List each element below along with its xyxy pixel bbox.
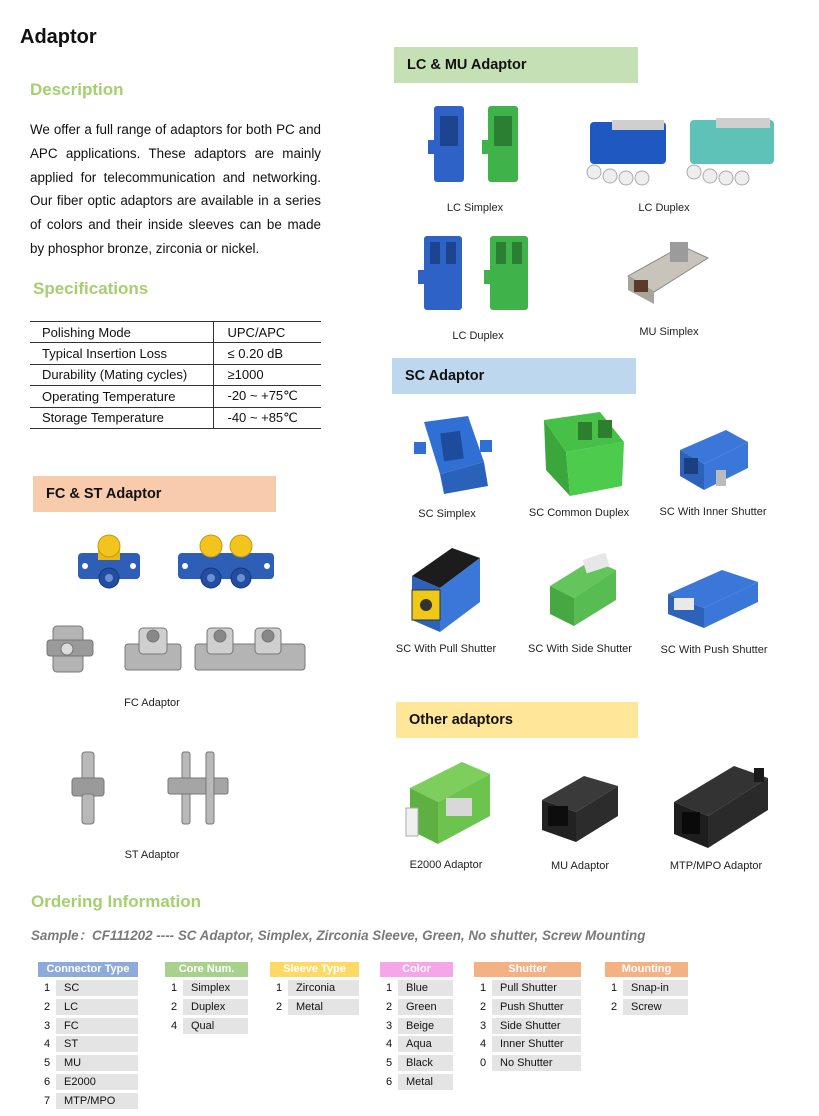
- ordering-option-code: 4: [474, 1036, 492, 1052]
- caption-sc-simplex: SC Simplex: [418, 508, 476, 520]
- fc-adaptor-metal-image: [45, 622, 315, 682]
- caption-e2000-adaptor: E2000 Adaptor: [409, 859, 483, 871]
- ordering-option-label: Metal: [406, 1075, 433, 1088]
- e2000-adaptor-image: [400, 758, 496, 850]
- ordering-option: [474, 1036, 581, 1052]
- ordering-option-label: Simplex: [191, 982, 231, 994]
- description-heading: Description: [30, 80, 124, 99]
- caption-mu-adaptor: MU Adaptor: [550, 860, 610, 872]
- ordering-option-code: 2: [38, 999, 56, 1015]
- ordering-option-code: 1: [605, 980, 623, 996]
- ordering-option-code: 3: [474, 1018, 492, 1034]
- spec-name: Durability (Mating cycles): [30, 364, 213, 385]
- ordering-option-code: 0: [474, 1055, 492, 1071]
- spec-name: Storage Temperature: [30, 407, 213, 428]
- ordering-option-code: 2: [474, 999, 492, 1015]
- spec-row: [30, 407, 321, 428]
- ordering-option-label: No Shutter: [500, 1057, 553, 1070]
- st-adaptor-image: [68, 750, 248, 832]
- ordering-group: [380, 962, 453, 1093]
- ordering-option-label: FC: [64, 1019, 79, 1032]
- lc-mu-banner: LC & MU Adaptor: [394, 47, 638, 83]
- ordering-option: [165, 1018, 248, 1034]
- ordering-option: [605, 980, 688, 996]
- mu-simplex-image: [622, 236, 712, 306]
- ordering-option-code: 2: [380, 999, 398, 1015]
- sc-side-shutter-image: [544, 554, 624, 630]
- ordering-option: [38, 1036, 138, 1052]
- ordering-group-title: Mounting: [605, 962, 688, 977]
- ordering-option: [605, 999, 688, 1015]
- ordering-option-label: Blue: [406, 982, 429, 994]
- ordering-option-code: 4: [165, 1018, 183, 1034]
- ordering-option-code: 6: [38, 1074, 56, 1090]
- caption-mtp-mpo-adaptor: MTP/MPO Adaptor: [669, 860, 763, 872]
- ordering-option-label: Aqua: [406, 1038, 432, 1051]
- ordering-option-label: SC: [64, 982, 80, 994]
- description-text: We offer a full range of adaptors for both PC and APC applications. These adaptors are mainly applied for telecommunication and networking. Our fiber optic adaptors are available in a series of colors and their inside sleeves can be made by phosphor bronze, zirconia or nickel.: [30, 122, 321, 256]
- spec-name: Operating Temperature: [30, 386, 213, 407]
- ordering-option-label: Snap-in: [631, 982, 669, 994]
- ordering-option-label: Push Shutter: [500, 1000, 564, 1013]
- ordering-option-code: 6: [380, 1074, 398, 1090]
- ordering-option-label: Green: [406, 1000, 437, 1013]
- ordering-option-code: 1: [165, 980, 183, 996]
- spec-row: [30, 322, 321, 343]
- ordering-option: [380, 1055, 453, 1071]
- ordering-option-label: ST: [64, 1038, 79, 1051]
- spec-value: ≥1000: [213, 364, 321, 385]
- ordering-option-label: Metal: [296, 1000, 323, 1013]
- ordering-option: [380, 1074, 453, 1090]
- ordering-option-label: Inner Shutter: [500, 1038, 564, 1051]
- ordering-group-title: Connector Type: [38, 962, 138, 977]
- ordering-group-title: Shutter: [474, 962, 581, 977]
- ordering-option: [38, 999, 138, 1015]
- ordering-option-code: 3: [380, 1018, 398, 1034]
- sc-banner: SC Adaptor: [392, 358, 636, 394]
- spec-row: [30, 364, 321, 385]
- ordering-option-code: 1: [38, 980, 56, 996]
- ordering-option: [380, 1018, 453, 1034]
- caption-sc-pull-shutter: SC With Pull Shutter: [395, 643, 497, 655]
- ordering-option: [380, 999, 453, 1015]
- ordering-group-title: Core Num.: [165, 962, 248, 977]
- ordering-option: [380, 1036, 453, 1052]
- ordering-option-code: 1: [270, 980, 288, 996]
- caption-sc-common-duplex: SC Common Duplex: [528, 507, 630, 519]
- ordering-group: [165, 962, 248, 1036]
- ordering-group: [605, 962, 688, 1018]
- ordering-group: [474, 962, 581, 1074]
- ordering-option: [474, 1055, 581, 1071]
- ordering-sample: Sample：CF111202 ---- SC Adaptor, Simplex, Zirconia Sleeve, Green, No shutter, Screw Mounting: [31, 928, 646, 943]
- ordering-option-code: 5: [380, 1055, 398, 1071]
- caption-sc-push-shutter: SC With Push Shutter: [660, 644, 768, 656]
- ordering-option: [270, 999, 359, 1015]
- caption-st-adaptor: ST Adaptor: [124, 849, 180, 861]
- ordering-option-code: 3: [38, 1018, 56, 1034]
- ordering-option-code: 4: [380, 1036, 398, 1052]
- ordering-option-code: 5: [38, 1055, 56, 1071]
- ordering-option-label: LC: [64, 1000, 79, 1013]
- ordering-option-code: 2: [605, 999, 623, 1015]
- lc-simplex-image: [428, 100, 538, 188]
- ordering-option-code: 1: [380, 980, 398, 996]
- fc-st-banner: FC & ST Adaptor: [33, 476, 276, 512]
- mtp-mpo-adaptor-image: [668, 762, 772, 850]
- ordering-group-title: Color: [380, 962, 453, 977]
- ordering-option: [38, 1018, 138, 1034]
- ordering-option: [165, 999, 248, 1015]
- spec-row: [30, 343, 321, 364]
- spec-value: -20 ~ +75℃: [213, 386, 321, 407]
- ordering-group-title: Sleeve Type: [270, 962, 359, 977]
- page-title: Adaptor: [20, 26, 97, 48]
- ordering-option-code: 2: [165, 999, 183, 1015]
- ordering-option-code: 4: [38, 1036, 56, 1052]
- ordering-option: [474, 999, 581, 1015]
- sc-common-duplex-image: [536, 412, 628, 498]
- other-banner: Other adaptors: [396, 702, 638, 738]
- ordering-option: [38, 1093, 138, 1109]
- spec-name: Typical Insertion Loss: [30, 343, 213, 364]
- sc-inner-shutter-image: [674, 424, 754, 494]
- ordering-option: [380, 980, 453, 996]
- caption-lc-simplex: LC Simplex: [446, 202, 504, 214]
- sc-pull-shutter-image: [404, 546, 484, 634]
- ordering-option-label: Black: [406, 1057, 433, 1070]
- ordering-option-label: E2000: [64, 1075, 96, 1088]
- lc-duplex-image: [416, 232, 538, 314]
- caption-lc-duplex: LC Duplex: [452, 330, 504, 342]
- spec-row: [30, 386, 321, 407]
- sc-push-shutter-image: [664, 566, 764, 630]
- ordering-option-label: MU: [64, 1057, 82, 1070]
- ordering-option-label: Beige: [406, 1019, 435, 1032]
- spec-value: -40 ~ +85℃: [213, 407, 321, 428]
- caption-fc-adaptor: FC Adaptor: [124, 697, 180, 709]
- caption-mu-simplex: MU Simplex: [639, 326, 699, 338]
- spec-value: ≤ 0.20 dB: [213, 343, 321, 364]
- specifications-heading: Specifications: [33, 279, 149, 298]
- caption-sc-inner-shutter: SC With Inner Shutter: [659, 506, 767, 518]
- ordering-option: [38, 1055, 138, 1071]
- lc-duplex-quad-image: [580, 108, 780, 190]
- mu-adaptor-image: [538, 770, 624, 846]
- ordering-option-label: Zirconia: [296, 982, 336, 994]
- ordering-heading: Ordering Information: [31, 892, 201, 911]
- caption-sc-side-shutter: SC With Side Shutter: [528, 643, 632, 655]
- spec-name: Polishing Mode: [30, 322, 213, 343]
- ordering-option: [270, 980, 359, 996]
- ordering-option-label: Side Shutter: [500, 1019, 561, 1032]
- sc-simplex-image: [414, 412, 498, 496]
- ordering-option: [474, 1018, 581, 1034]
- ordering-option: [38, 980, 138, 996]
- ordering-option-label: MTP/MPO: [64, 1094, 116, 1107]
- ordering-option-code: 2: [270, 999, 288, 1015]
- ordering-option-label: Qual: [191, 1019, 215, 1032]
- ordering-option-label: Screw: [631, 1000, 662, 1013]
- ordering-option: [165, 980, 248, 996]
- fc-adaptor-blue-image: [70, 538, 310, 608]
- ordering-option-code: 7: [38, 1093, 56, 1109]
- ordering-option-label: Duplex: [191, 1000, 226, 1013]
- ordering-option: [474, 980, 581, 996]
- ordering-group: [38, 962, 138, 1112]
- ordering-option: [38, 1074, 138, 1090]
- specifications-table: [30, 321, 321, 429]
- ordering-option-label: Pull Shutter: [500, 982, 557, 994]
- caption-lc-duplex-quad: LC Duplex: [638, 202, 690, 214]
- ordering-option-code: 1: [474, 980, 492, 996]
- spec-value: UPC/APC: [213, 322, 321, 343]
- ordering-group: [270, 962, 359, 1018]
